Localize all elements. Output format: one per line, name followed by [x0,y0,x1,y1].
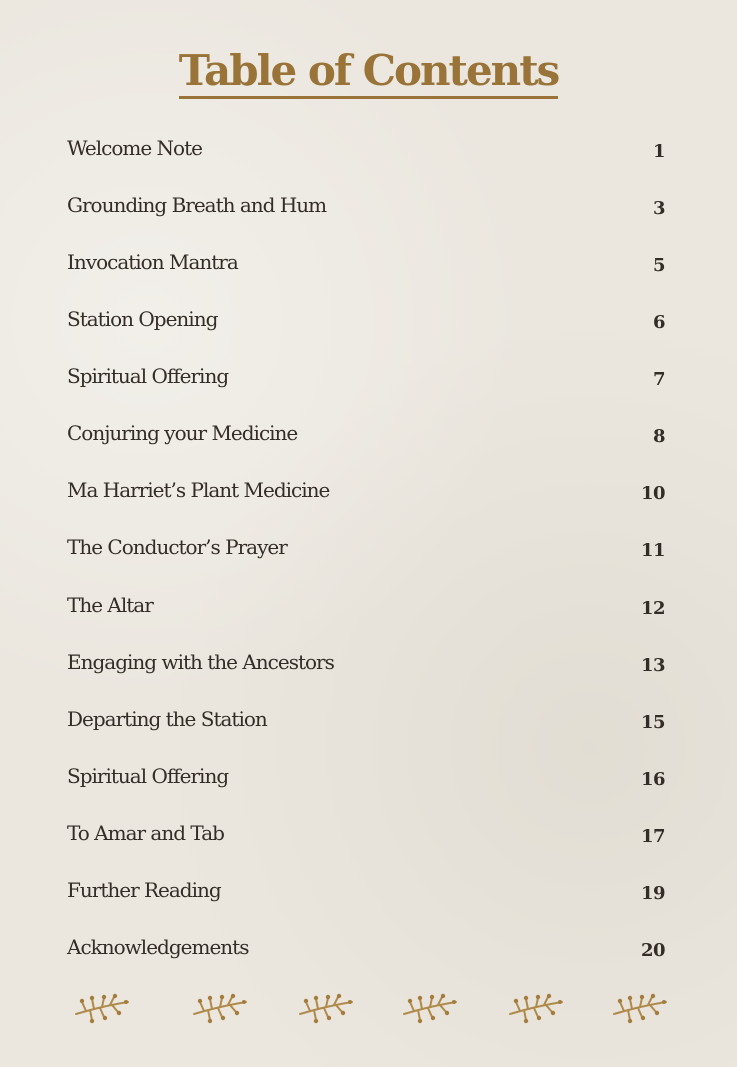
toc-entry[interactable] [67,871,665,928]
herb-sprig-icon [400,990,460,1026]
page-title-wrapper [0,48,737,94]
toc-entry-label: To Amar and Tab [67,820,224,845]
toc-entry[interactable] [67,414,665,471]
page-title: Table of Contents [179,46,559,99]
toc-entry[interactable] [67,471,665,528]
toc-entry-page: 10 [640,483,665,505]
toc-entry-page: 15 [640,711,665,733]
toc-entry[interactable] [67,357,665,414]
toc-entry[interactable] [67,643,665,700]
toc-entry-label: Spiritual Offering [67,364,229,389]
toc-entry-page: 8 [652,426,665,448]
toc-entry-label: Further Reading [67,877,221,902]
herb-sprig-icon [190,990,250,1026]
herb-sprig-icon [72,990,132,1026]
toc-entry-page: 13 [640,654,665,676]
toc-entry[interactable] [67,300,665,357]
toc-entry-page: 11 [640,540,665,562]
toc-entry-label: Grounding Breath and Hum [67,193,327,218]
toc-entry-page: 17 [640,825,665,847]
toc-entry[interactable] [67,186,665,243]
table-of-contents [67,129,665,985]
toc-entry-label: The Altar [67,592,153,617]
toc-entry-label: Departing the Station [67,706,267,731]
toc-entry-label: Conjuring your Medicine [67,421,298,446]
toc-entry[interactable] [67,814,665,871]
toc-entry[interactable] [67,129,665,186]
toc-entry-label: Acknowledgements [67,934,249,959]
toc-entry-label: Engaging with the Ancestors [67,649,334,674]
toc-entry[interactable] [67,586,665,643]
ornament-row [0,990,737,1030]
toc-entry-label: Ma Harriet’s Plant Medicine [67,478,330,503]
toc-entry-label: Invocation Mantra [67,250,238,275]
toc-entry-page: 19 [640,882,665,904]
toc-entry[interactable] [67,528,665,585]
herb-sprig-icon [296,990,356,1026]
toc-entry-page: 1 [652,141,665,162]
toc-entry-page: 20 [640,939,665,961]
herb-sprig-icon [506,990,566,1026]
toc-entry-label: The Conductor’s Prayer [67,535,287,560]
toc-entry-label: Station Opening [67,307,218,332]
toc-entry[interactable] [67,757,665,814]
toc-entry[interactable] [67,700,665,757]
toc-entry-page: 12 [640,597,665,619]
toc-entry-page: 5 [652,255,665,277]
herb-sprig-icon [610,990,670,1026]
toc-entry[interactable] [67,243,665,300]
toc-entry-page: 7 [652,369,665,391]
toc-entry-page: 3 [652,198,665,220]
toc-entry[interactable] [67,928,665,985]
toc-entry-page: 6 [652,312,665,334]
toc-entry-page: 16 [640,768,665,790]
toc-entry-label: Spiritual Offering [67,763,229,788]
toc-entry-label: Welcome Note [67,136,202,160]
